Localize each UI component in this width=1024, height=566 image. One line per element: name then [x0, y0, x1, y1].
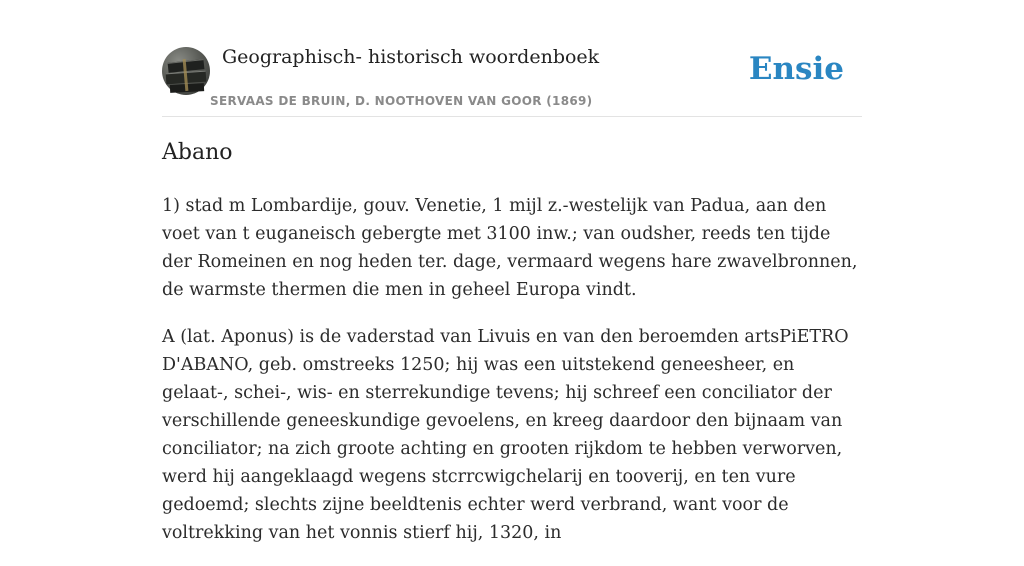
header: [162, 0, 862, 117]
entry-paragraph: A (lat. Aponus) is de vaderstad van Livuis en van den beroemden artsPiETRO D'ABANO, geb. omstreeks 1250; hij was een uitstekend geneesheer, en gelaat-, schei-, wis- en sterrekundige tevens; hij schreef een conciliator der verschillende geneeskundige gevoelens, en kreeg daardoor den bijnaam van conciliator; na zich groote achting en grooten rijkdom te hebben verworven, werd hij aangeklaagd wegens stcrrcwigchelarij en tooverij, en ten vure gedoemd; slechts zijne beeldtenis echter werd verbrand, want voor de voltrekking van het vonnis stierf hij, 1320, in: [162, 327, 849, 543]
ensie-logo-link[interactable]: Ensie: [748, 51, 844, 87]
book-author: SERVAAS DE BRUIN, D. NOOTHOVEN VAN GOOR (1869): [210, 94, 593, 108]
entry-content: [162, 192, 862, 566]
entry-title: Abano: [162, 140, 233, 165]
book-cover-avatar[interactable]: [162, 47, 210, 95]
entry-paragraph: 1) stad m Lombardije, gouv. Venetie, 1 mijl z.-westelijk van Padua, aan den voet van t euganeisch gebergte met 3100 inw.; van oudsher, reeds ten tijde der Romeinen en nog heden ter. dage, vermaard wegens hare zwavelbronnen, de warmste thermen die men in geheel Europa vindt.: [162, 196, 858, 300]
book-title-link[interactable]: Geographisch- historisch woordenboek: [222, 46, 600, 68]
